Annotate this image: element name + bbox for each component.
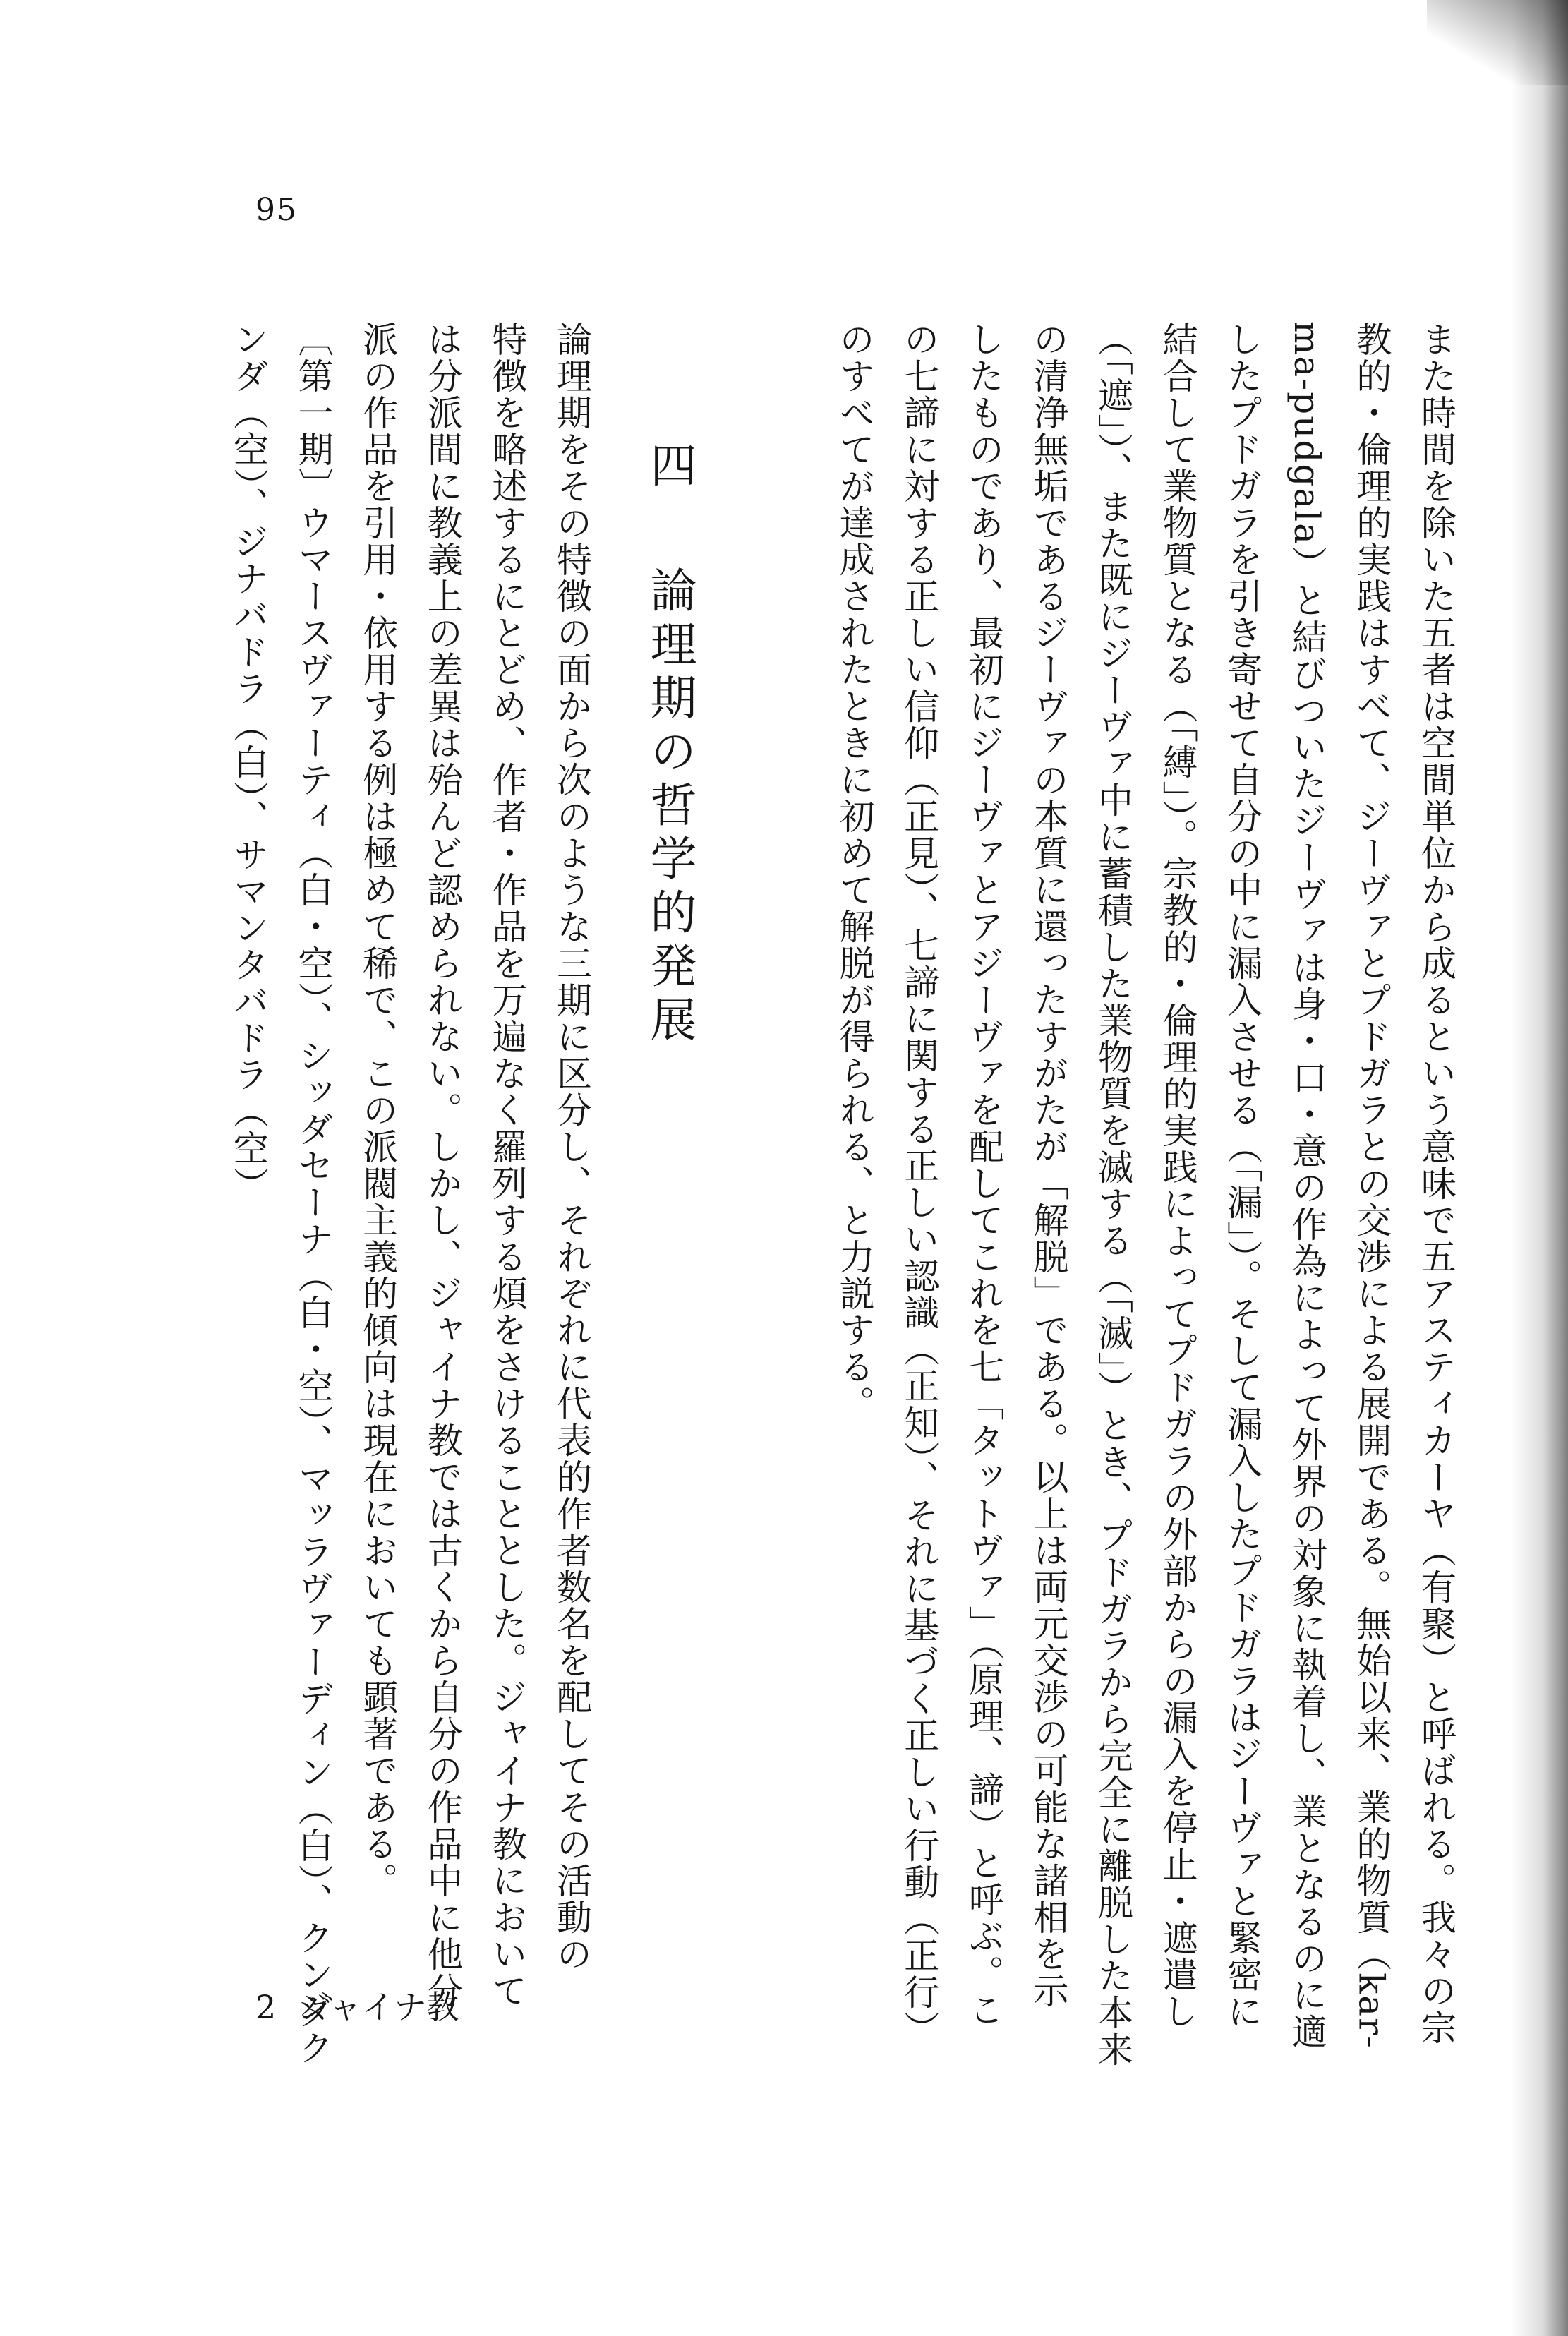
text-line: 論理期をその特徴の面から次のような三期に区分し、それぞれに代表的作者数名を配してその活動の	[551, 321, 592, 1973]
scan-shadow-edge	[1512, 0, 1568, 2336]
section-body-text	[228, 321, 603, 2066]
text-line: 派の作品を引用・依用する例は極めて稀で、この派閥主義的傾向は現在においても顕著である。	[357, 321, 399, 1899]
page-number: 95	[255, 192, 298, 228]
text-line: は分派間に教義上の差異は殆んど認められない。しかし、ジャイナ教では古くから自分の作品中に他分	[421, 321, 463, 2009]
text-line: 教的・倫理的実践はすべて、ジーヴァとプドガラとの交渉による展開である。無始以来、業的物質（kar-	[1351, 321, 1392, 2049]
text-line: のすべてが達成されたときに初めて解脱が得られる、と力説する。	[833, 321, 875, 1422]
previous-section-text	[822, 321, 1468, 2068]
text-line: 特徴を略述するにとどめ、作者・作品を万遍なく羅列する煩をさけることとした。ジャイナ教において	[486, 321, 528, 2009]
section-number: 四	[642, 441, 696, 495]
scan-shadow-corner	[1427, 0, 1568, 85]
chapter-number: 2	[255, 1988, 277, 2026]
text-line: （「遮」）、また既にジーヴァ中に蓄積した業物質を滅する（「滅」）とき、プドガラから完全に離脱した本来	[1092, 321, 1134, 2068]
text-line: したプドガラを引き寄せて自分の中に漏入させる（「漏」）。そして漏入したプドガラはジーヴァと緊密に	[1222, 321, 1263, 2030]
running-footer	[255, 1982, 459, 2028]
text-line: の清浄無垢であるジーヴァの本質に還ったすがたが「解脱」である。以上は両元交渉の可能な諸相を示	[1027, 321, 1069, 2009]
paragraph	[215, 321, 603, 2066]
text-line: ンダ（空）、ジナバドラ（白）、サマンタバドラ（空）	[228, 321, 270, 1203]
text-line: 〔第一期〕ウマースヴァーティ（白・空）、シッダセーナ（白・空）、マッラヴァーディン（白）、クンダク	[292, 321, 334, 2066]
text-line: の七諦に対する正しい信仰（正見）、七諦に関する正しい認識（正知）、それに基づく正しい行動（正行）	[898, 321, 940, 2047]
text-line: ma-pudgala）と結びついたジーヴァは身・口・意の作為によって外界の対象に執着し、業となるのに適	[1286, 321, 1327, 2050]
paragraph	[821, 321, 1468, 2068]
text-line: また時間を除いた五者は空間単位から成るという意味で五アスティカーヤ（有聚）と呼ばれる。我々の宗	[1416, 321, 1457, 2046]
section-heading	[630, 441, 708, 1217]
text-line: 結合して業物質となる（「縛」）。宗教的・倫理的実践によってプドガラの外部からの漏入を停止・遮遣し	[1157, 321, 1198, 2030]
section-title: 論理期の哲学的発展	[642, 565, 696, 1049]
text-line: したものであり、最初にジーヴァとアジーヴァを配してこれを七「タットヴァ」（原理、諦）と呼ぶ。こ	[963, 321, 1004, 2028]
chapter-title: ジャイナ教	[297, 1988, 459, 2026]
